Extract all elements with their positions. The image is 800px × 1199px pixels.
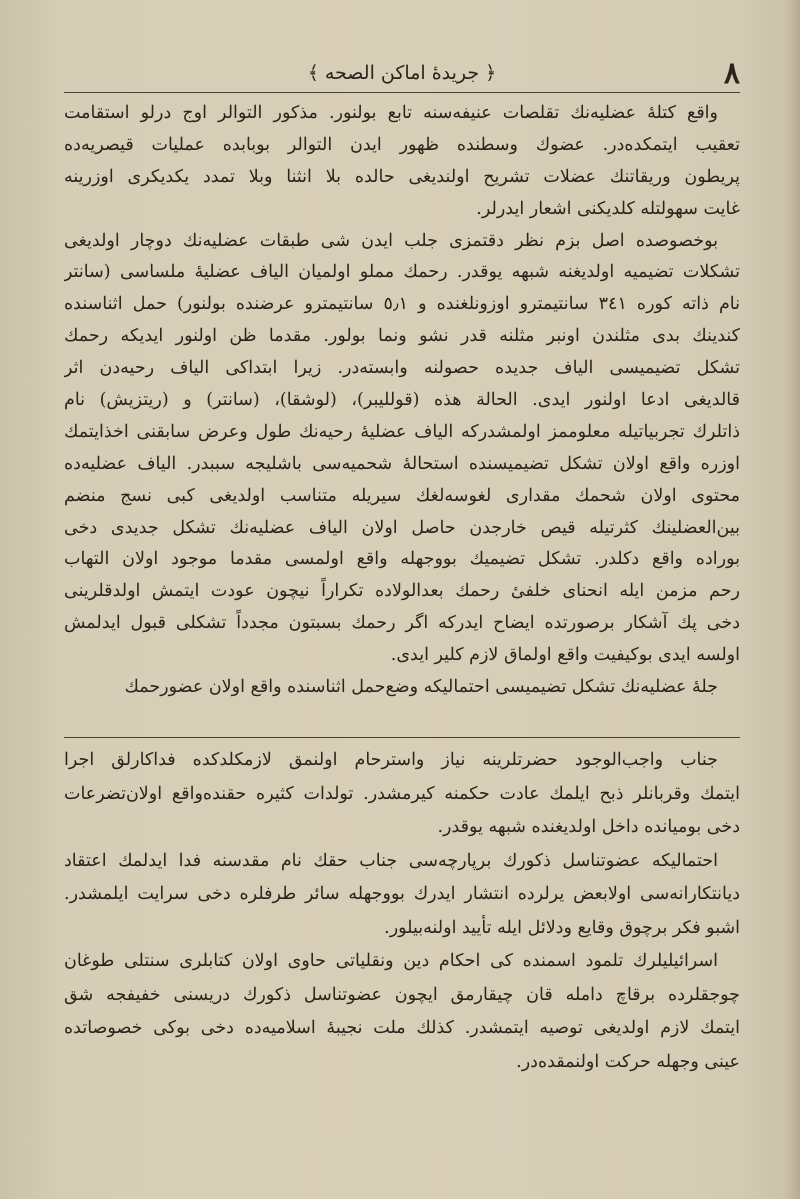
text-line: نام ذاته كوره ٣٤١ سانتيمترو اوزونلغنده و ٥٫١ سانتيمترو عرضنده بولنور) حمل اثناسنده — [64, 294, 740, 315]
text-line: بين‌العضلينك كثرتيله قيص خارجدن حاصل اولان الياف عضليه‌نك تشكل جديدى دخى — [64, 517, 740, 538]
text-line: تعقيب ايتمكده‌در. عضوك وسطنده ظهور ايدن التوالر بوبابده عمليات قيصريه‌ده — [64, 134, 740, 155]
paragraph — [64, 945, 740, 1079]
running-title: ﴿ جريدهٔ اماكن الصحه ﴾ — [307, 62, 497, 84]
text-line: اسرائيليلرك تلمود اسمنده كى احكام دين ونقلياتى حاوى اولان كتابلرى سنتلى طوغان — [64, 951, 718, 971]
text-line: غايت سهولتله كلديكنى اشعار ايدرلر. — [476, 198, 740, 219]
text-line: كندينك بدى مثلندن اونبر مثلنه قدر نشو ونما بولور. مقدما ظن اولنور ايديكه رحمك — [64, 326, 740, 347]
text-line: جلهٔ عضليه‌نك تشكل تضيميسى احتماليكه وضع‌حمل اثناسنده واقع اولان عضورحمك — [124, 677, 718, 698]
text-line: ايتمك لازم اولديغى توصيه ايتمشدر. كذلك ملت نجيبهٔ اسلاميه‌ده دخى بوكى خصوصاتده — [64, 1018, 740, 1038]
lower-text-block — [64, 744, 740, 1079]
paragraph — [64, 744, 740, 845]
text-line: واقع كتلهٔ عضليه‌نك تقلصات عنيفه‌سنه تابع بولنور. مذكور التوالر اوج درلو استقامت — [64, 103, 718, 123]
text-line: محتوى اولان شحمك مقدارى لغوسه‌لغك سيريله متناسب اولديغى كبى نسج منضم — [64, 485, 740, 506]
text-line: تشكل تضيميسى الياف جديده حصولنه وابسته‌در. زيرا ابتداكى الياف رحيه‌دن اثر — [64, 358, 740, 379]
text-line: پريطون وريقاتنك عضلات تشريح اولنديغى حالده بلا انثنا وبلا تمدد يكديكرى اوزرينه — [64, 166, 740, 187]
text-line: قالديغى ادعا اولنور ايدى. الحالة هذه (قولليبر)، (لوشقا)، (سانتر) و (ريتزيش) نام — [64, 390, 740, 411]
text-line: دخى پك آشكار برصورتده ايضاح ايدركه اگر رحمك بسبتون مجدداً تشكلى قبول ايدلمش — [64, 613, 740, 634]
section-divider-rule — [64, 737, 740, 738]
text-line: اوزره واقع اولان تشكل تضيميسنده استحالهٔ شحميه‌سى باشليجه سببدر. الياف عضليه‌ده — [64, 453, 740, 474]
page-edge-shadow — [786, 0, 800, 1199]
text-line: دخى بوميانده داخل اولديغنده شبهه يوقدر. — [437, 817, 740, 837]
text-line: عينى وجهله حركت اولنمقده‌در. — [516, 1051, 740, 1072]
text-line: احتماليكه عضوتناسل ذكورك برپارچه‌سى جناب حقك نام مقدسنه فدا ايدلمك اعتقاد — [64, 850, 718, 871]
text-line: اشبو فكر برچوق وقايع ودلائل ايله تأييد اولنه‌بيلور. — [384, 917, 740, 938]
text-line: چوجقلرده برقاچ دامله قان چيقارمق ايچون عضوتناسل ذكورك دريسنى خفيفجه شق — [64, 984, 740, 1005]
text-line: جناب واجب‌الوجود حضرتلرينه نياز واسترحام اولنمق لازمكلدكده فداكارلق اجرا — [64, 750, 718, 770]
text-line: رحم مزمن ايله انحناى خلفىٔ رحمك بعدالولاده تكراراً نيچون عودت ايتمش اولدقلرينى — [64, 581, 740, 602]
text-line: تشكلات تضيميه اولديغنه شبهه يوقدر. رحمك مملو اولميان الياف عضليهٔ ملساسى (سانتر — [64, 262, 740, 283]
paragraph — [64, 98, 740, 226]
text-line: ايتمك وقربانلر ذبح ايلمك عادت حكمنه كيرمشدر. تولدات كثيره حقنده‌واقع اولان‌تضرعات — [64, 783, 740, 804]
upper-text-block — [64, 98, 740, 704]
text-line: بوراده واقع دكلدر. تشكل تضيميك بووجهله واقع اولمسى مقدما موجود اولان التهاب — [64, 549, 740, 570]
paragraph — [64, 226, 740, 672]
paragraph — [64, 845, 740, 946]
text-line: ديانتكارانه‌سى اولابعض يرلرده انتشار ايدرك بووجهله سائر طرفلره دخى سرايت ايلمشدر. — [64, 884, 740, 904]
text-line: اولسه ايدى بوكيفيت واقع اولماق لازم كلير ايدى. — [390, 645, 740, 666]
page-number: ٨ — [723, 56, 740, 91]
page-header — [64, 54, 740, 94]
header-rule — [64, 92, 740, 93]
text-line: ذاتلرك تجربياتيله معلوممز اولمشدركه الياف عضليهٔ رحيه‌نك طول وعرض سابقنى اخذايتمك — [64, 421, 740, 442]
paragraph — [64, 672, 740, 704]
text-line: بوخصوصده اصل بزم نظر دقتمزى جلب ايدن شى طبقات عضليه‌نك دوچار اولديغى — [64, 230, 718, 251]
